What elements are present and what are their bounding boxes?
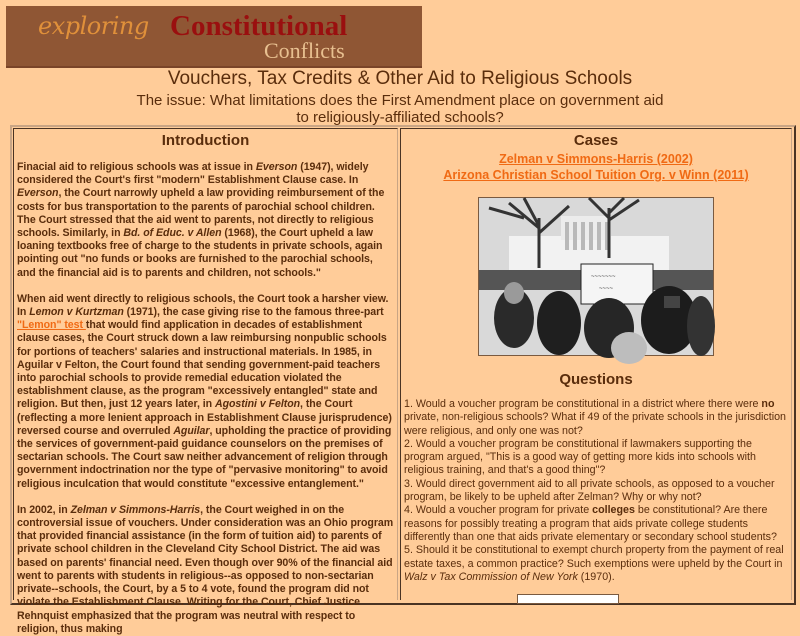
page-title: Vouchers, Tax Credits & Other Aid to Religious Schools [167,68,633,89]
introduction-heading: Introduction [161,132,250,149]
case-name: Aguilar [173,424,210,437]
case-name: Bd. of Educ. v Allen [123,227,222,240]
question-1 [404,398,788,438]
logo-word-exploring: exploring [38,12,149,40]
page-subtitle [0,92,800,126]
case-name: Agostini v Felton [214,398,301,411]
cases-links [401,151,791,183]
emphasis: colleges [592,504,635,517]
questions-list [401,398,791,584]
intro-paragraph-2 [17,293,394,491]
text: private, non-religious schools? What if 49 of the private schools in the jurisdiction were religious, and only one was not? [404,411,786,437]
text: (1947), widely considered the Court's first "modern" Establishment Clause case. In [17,161,369,187]
subtitle-line-2: to religiously-affiliated schools? [296,109,504,126]
text: , the Court weighed in on the controversial issue of vouchers. Under consideration was an Ohio program that provided financial assistance (in the form of tuition aid) to parents of private school children in the Cleveland City School District. The aid was based on parents' financial need. Even though over 90% of the financial aid went to parents with students in religious--as opposed to non-sectarian private--schools, the Court, by a 5 to 4 vote, found the program did not violate the Establishment Clause. Writing for the Court, Chief Justice Rehnquist emphasized that the program was neutral with respect to religion, thus making [17,503,394,635]
cases-heading: Cases [573,132,619,149]
text: Finacial aid to religious schools was at issue in [17,161,256,173]
svg-text:~~~~: ~~~~ [599,286,614,292]
site-logo-banner[interactable] [6,6,422,68]
case-name: Walz v Tax Commission of New York [404,570,578,583]
logo-word-conflicts: Conflicts [264,38,345,63]
question-5 [404,544,788,584]
case-link-arizona[interactable]: Arizona Christian School Tuition Org. v Winn (2011) [443,168,749,182]
text: , the Court narrowly upheld a law providing reimbursement of the costs for bus transportation to the parents of parochial school children. The Court stressed that the aid went to parents, not directly to religious schools. Similarly, in [17,187,385,240]
intro-paragraph-1 [17,161,394,280]
question-4 [404,504,788,544]
text: When aid went directly to religious schools, the Court took a harsher view. In [17,292,389,319]
text: , the Court (reflecting a more lenient approach in Establishment Clause jurisprudence) reversed course and overruled [17,398,392,437]
lemon-test-link[interactable]: "Lemon" test [17,319,86,332]
cases-questions-panel [400,128,792,600]
text: 1. Would a voucher program be constitutional in a district where there were [404,398,762,410]
text: that would find application in decades of establishment clause cases, the Court struck down a law reimbursing nonpublic schools for portions of teachers' salaries and instructional materials. In 1985, in Aguilar v Felton, the Court found that sending government-paid teachers into parochial schools to provide remedial education violated the establishment clause, as the program "excessively entangled" state and religion. But then, just 12 years later, in [17,319,387,411]
introduction-text [14,161,397,636]
text: (1970). [577,570,615,583]
svg-text:~~~~~~~: ~~~~~~~ [591,274,616,280]
text: (1971), the case giving rise to the famous three-part [123,306,384,319]
case-name: Everson [17,187,59,200]
text: (1968), the Court upheld a law loaning textbooks free of charge to the students in private schools, again pointing out "no funds or books are furnished to the parochial schools, and the financial aid is to parents and children, not schools." [17,227,383,279]
bottom-image-box [517,594,619,604]
text: be constitutional? Are there reasons for possibly treating a program that aids private college students differently than one that aids private elementary or secondary school students? [404,504,777,543]
protest-photo [478,197,714,356]
questions-heading: Questions [559,371,633,388]
question-3: 3. Would direct government aid to all private schools, as opposed to a voucher program, be likely to be upheld after Zelman? Why or why not? [404,477,775,504]
text: In 2002, in [17,503,71,516]
question-2: 2. Would a voucher program be constitutional if lawmakers supporting the program argued, "This is a good way of getting more kids into schools with religious training, and that's a good thing"? [404,437,756,477]
subtitle-line-1: The issue: What limitations does the First Amendment place on government aid [136,92,664,109]
introduction-panel [13,128,398,635]
text: 5. Should it be constitutional to exempt church property from the payment of real estate taxes, a common practice? Such exemptions were upheld by the Court in [404,544,784,570]
case-name: Everson [255,161,298,173]
photo-illustration [479,198,713,355]
case-link-zelman[interactable]: Zelman v Simmons-Harris (2002) [499,152,693,166]
intro-paragraph-3 [17,504,394,636]
case-name: Lemon v Kurtzman [29,306,124,319]
emphasis: no [761,398,775,410]
text: 4. Would a voucher program for private [404,504,593,517]
logo-word-constitutional: Constitutional [170,10,348,42]
text: , upholding the practice of providing the services of government-paid guidance counselors on the premises of sectarian schools. The Court saw neither advancement of religion through government indoctrination nor the type of "pervasive monitoring" to avoid religious inculcation that would constitute "excessive entanglement." [17,424,392,490]
case-name: Zelman v Simmons-Harris [70,503,201,516]
